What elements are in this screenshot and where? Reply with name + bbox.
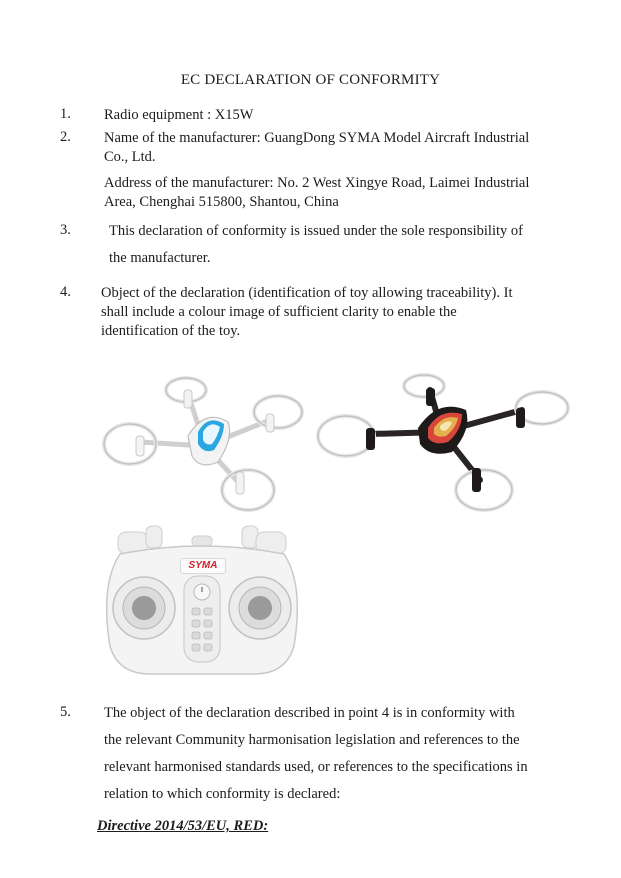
black-drone-image xyxy=(312,372,572,520)
item-5-line-1: The object of the declaration described in point 4 is in conformity with xyxy=(104,705,515,721)
item-2-line-2: Co., Ltd. xyxy=(104,149,156,165)
address-line-1: Address of the manufacturer: No. 2 West Xingye Road, Laimei Industrial xyxy=(104,175,530,191)
item-3-number: 3. xyxy=(60,222,71,238)
item-4-line-3: identification of the toy. xyxy=(101,323,241,339)
item-2-line-1: Name of the manufacturer: GuangDong SYMA Model Aircraft Industrial xyxy=(104,130,530,146)
item-1-number: 1. xyxy=(60,106,71,122)
item-5-number: 5. xyxy=(60,704,71,720)
directive-heading: Directive 2014/53/EU, RED: xyxy=(97,818,269,834)
item-5-line-4: relation to which conformity is declared: xyxy=(104,786,341,802)
item-4-line-2: shall include a colour image of sufficient clarity to enable the xyxy=(101,304,457,320)
remote-brand-logo: SYMA xyxy=(180,558,226,574)
item-5-line-2: the relevant Community harmonisation legislation and references to the xyxy=(104,732,520,748)
remote-controller-image xyxy=(104,524,300,684)
item-3-line-2: the manufacturer. xyxy=(109,250,211,266)
item-5-line-3: relevant harmonised standards used, or references to the specifications in xyxy=(104,759,528,775)
white-drone-image xyxy=(100,372,310,520)
page-title: EC DECLARATION OF CONFORMITY xyxy=(180,72,441,88)
item-4-line-1: Object of the declaration (identification of toy allowing traceability). It xyxy=(101,285,513,301)
item-3-line-1: This declaration of conformity is issued under the sole responsibility of xyxy=(109,223,523,239)
address-line-2: Area, Chenghai 515800, Shantou, China xyxy=(104,194,339,210)
item-4-number: 4. xyxy=(60,284,71,300)
item-2-number: 2. xyxy=(60,129,71,145)
item-1-line-1: Radio equipment : X15W xyxy=(104,107,254,123)
